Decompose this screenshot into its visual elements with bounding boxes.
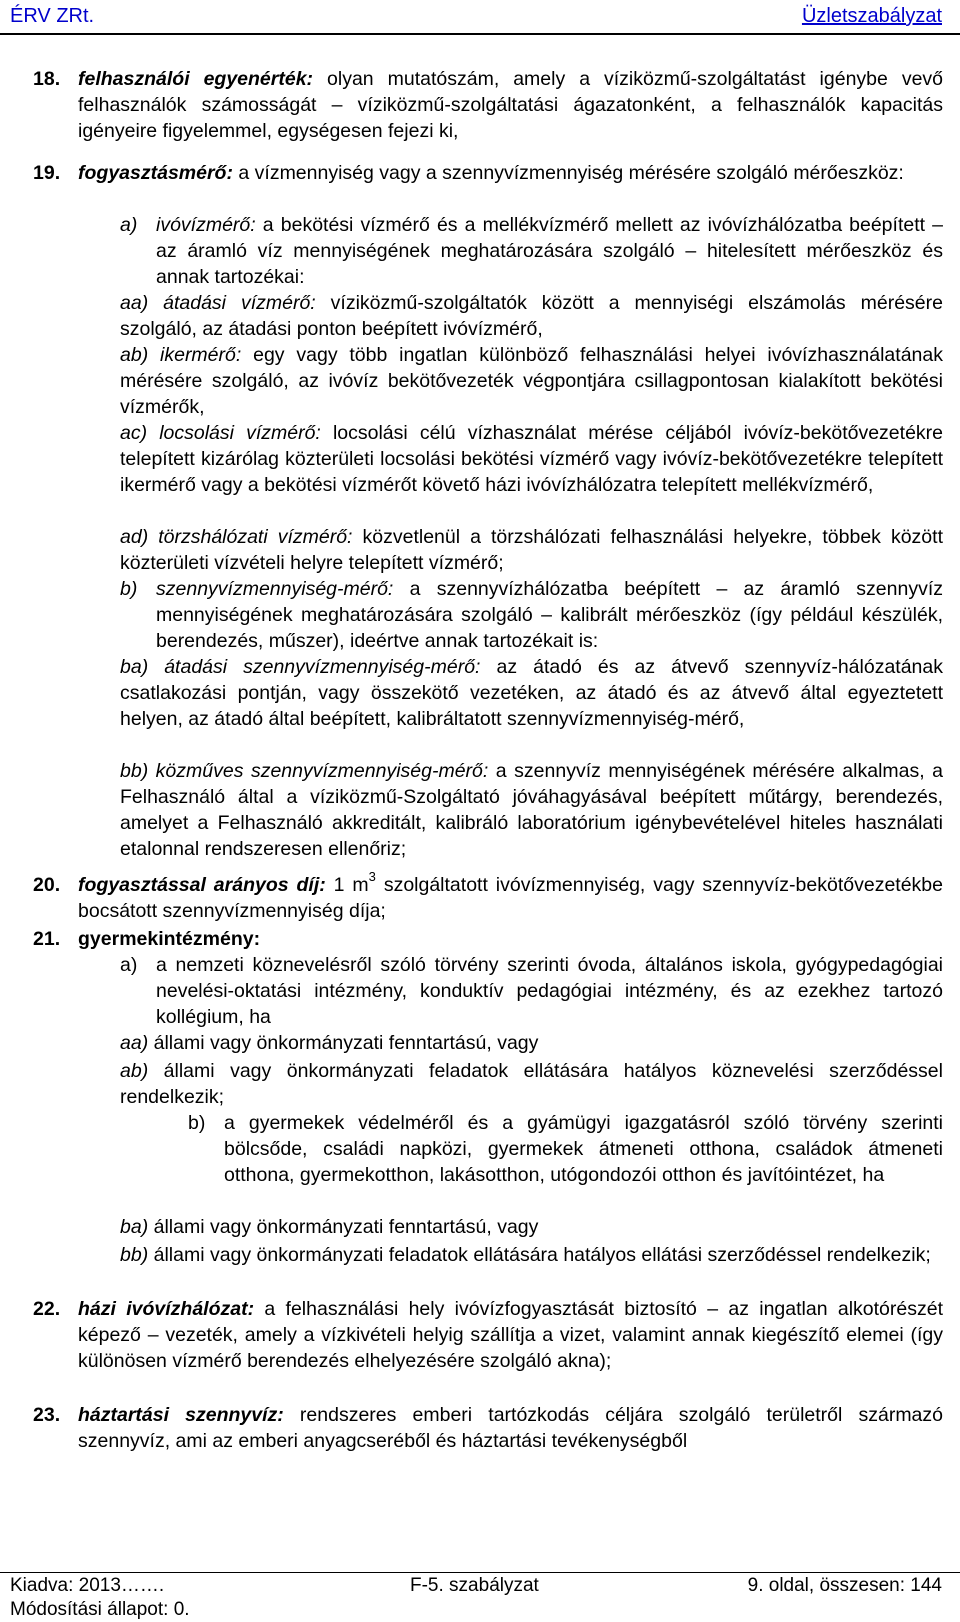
subitem-19-ab xyxy=(120,342,943,420)
subitem-text: állami vagy önkormányzati feladatok ellátására hatályos ellátási szerződéssel rendelkezik; xyxy=(148,1244,931,1266)
footer-divider xyxy=(0,1572,960,1573)
subitem-term: ad) törzshálózati vízmérő: xyxy=(120,526,353,548)
subitem-text: a bekötési vízmérő és a mellékvízmérő mellett az ivóvízhálózatba beépített – az áramló víz mennyiségének meghatározására szolgáló – hitelesített mérőeszköz és annak tartozékai: xyxy=(156,214,943,288)
item-number: 22. xyxy=(33,1298,61,1320)
document-title: Üzletszabályzat xyxy=(801,5,942,27)
subitem-text: az átadó és az átvevő szennyvíz-hálózatának csatlakozási pontján, vagy összekötő vezetéken, az átadó és az átvevő által egyeztetett helyen, az átadó által beépített, kalibráltatott szennyvízmennyiség-mérő, xyxy=(120,656,943,730)
subitem-text: állami vagy önkormányzati fenntartású, vagy xyxy=(148,1032,539,1054)
subitem-21-bb xyxy=(120,1242,943,1268)
subitem-text: egy vagy több ingatlan különböző felhasználási helyei ivóvízhasználatának mérésére szolgáló, az ivóvíz bekötővezeték végpontjára csillagpontosan kialakított bekötési vízmérők, xyxy=(120,344,943,418)
subitem-21-ab xyxy=(120,1058,943,1110)
definition-text: 1 m xyxy=(325,874,369,896)
subitem-19-ba xyxy=(120,654,943,732)
subitem-label: aa) xyxy=(120,1032,149,1054)
subitem-19-bb xyxy=(120,758,943,862)
subitem-label: ab) xyxy=(120,1060,149,1082)
rule-id: F-5. szabályzat xyxy=(410,1575,539,1596)
subitem-term: ab) ikermérő: xyxy=(120,344,242,366)
definition-text: olyan mutatószám, amely a víziközmű-szolgáltatást igénybe vevő felhasználók számosságát – víziközmű-szolgáltatási ágazatonként, a felhasználók kapacitás igényeire figyelemmel, egységesen fejezi ki, xyxy=(78,68,944,142)
definition-19 xyxy=(33,160,943,186)
subitem-21-b xyxy=(188,1110,943,1188)
subitem-label: b) xyxy=(188,1112,206,1134)
term: gyermekintézmény: xyxy=(78,928,261,950)
term: háztartási szennyvíz: xyxy=(78,1404,284,1426)
definition-text: rendszeres emberi tartózkodás céljára szolgáló területről származó szennyvíz, ami az emberi anyagcseréből és háztartási tevékenységből xyxy=(78,1404,943,1452)
issue-date: Kiadva: 2013……. xyxy=(10,1575,165,1596)
subitem-text: a szennyvíz mennyiségének mérésére alkalmas, a Felhasználó által a víziközmű-Szolgáltató jóváhagyásával beépített műtárgy, berendezés, amelyet a Felhasználó akkreditált, kalibráló laboratórium igénybevételével hiteles használati etalonnal rendszeresen ellenőriz; xyxy=(120,760,943,860)
subitem-label: ba) xyxy=(120,1216,149,1238)
subitem-text: a szennyvízhálózatba beépített – az áramló szennyvíz mennyiségének meghatározására szolgáló – kalibrált mérőeszköz (így például készülék, berendezés, műszer), ideértve annak tartozékait is: xyxy=(156,578,943,652)
item-number: 19. xyxy=(33,162,61,184)
revision-status: Módosítási állapot: 0. xyxy=(10,1599,190,1620)
header-divider xyxy=(0,33,960,35)
subitem-21-ba xyxy=(120,1214,943,1240)
page-number: 9. oldal, összesen: 144 xyxy=(747,1575,942,1596)
definition-text: a felhasználási hely ivóvízfogyasztását biztosító – az ingatlan alkotórészét képező – vezeték, amely a vízkivételi helyig szállítja a vizet, valamint annak kiegészítő elemei (így különösen vízmérő berendezés elhelyezésére szolgáló akna); xyxy=(78,1298,943,1372)
subitem-text: víziközmű-szolgáltatók között a mennyiségi elszámolás mérésére szolgáló, az átadási ponton beépített ivóvízmérő, xyxy=(120,292,943,340)
item-number: 23. xyxy=(33,1404,61,1426)
subitem-19-b xyxy=(120,576,943,654)
subitem-label: a) xyxy=(120,954,138,976)
definition-22 xyxy=(33,1296,943,1374)
subitem-label: a) xyxy=(120,214,138,236)
subitem-text: állami vagy önkormányzati feladatok ellátására hatályos köznevelési szerződéssel rendelkezik; xyxy=(120,1060,943,1108)
definition-18 xyxy=(33,66,944,144)
term: házi ivóvízhálózat: xyxy=(78,1298,255,1320)
item-number: 18. xyxy=(33,68,61,90)
page-header xyxy=(0,0,960,32)
subitem-19-ac xyxy=(120,420,943,498)
definition-text-cont: szolgáltatott ivóvízmennyiség, vagy szennyvíz-bekötővezetékbe bocsátott szennyvízmennyiség díja; xyxy=(78,874,943,922)
subitem-term: aa) átadási vízmérő: xyxy=(120,292,316,314)
subitem-19-ad xyxy=(120,524,943,576)
subitem-text: locsolási célú vízhasználat mérése céljából ivóvíz-bekötővezetékre telepített kizárólag közterületi locsolási bekötési vízmérő vagy ivóvíz-bekötővezetékre telepített ikermérő vagy a bekötési vízmérőt követő házi ivóvízhálózatra telepített mellékvízmérő, xyxy=(120,422,943,496)
definition-23 xyxy=(33,1402,943,1454)
superscript: 3 xyxy=(368,869,376,884)
subitem-19-aa xyxy=(120,290,943,342)
item-number: 20. xyxy=(33,874,61,896)
term: fogyasztással arányos díj: xyxy=(78,874,326,896)
subitem-text: a gyermekek védelméről és a gyámügyi igazgatásról szóló törvény szerinti bölcsőde, családi napközi, gyermekek átmeneti otthona, családok átmeneti otthona, gyermekotthon, lakásotthon, utógondozói otthon és javítóintézet, ha xyxy=(224,1112,943,1186)
subitem-term: szennyvízmennyiség-mérő: xyxy=(156,578,394,600)
subitem-term: ivóvízmérő: xyxy=(156,214,256,236)
definition-20 xyxy=(33,869,943,924)
item-number: 21. xyxy=(33,928,61,950)
subitem-label: bb) xyxy=(120,1244,149,1266)
subitem-text: állami vagy önkormányzati fenntartású, vagy xyxy=(148,1216,539,1238)
subitem-term: ba) átadási szennyvízmennyiség-mérő: xyxy=(120,656,481,678)
company-name: ÉRV ZRt. xyxy=(10,5,95,27)
subitem-term: ac) locsolási vízmérő: xyxy=(120,422,321,444)
subitem-term: bb) közműves szennyvízmennyiség-mérő: xyxy=(120,760,489,782)
subitem-text: közvetlenül a törzshálózati felhasználási helyekre, többek között közterületi vízvételi helyre telepített vízmérő; xyxy=(120,526,943,574)
subitem-21-a xyxy=(120,952,943,1030)
subitem-21-aa xyxy=(120,1030,943,1056)
subitem-text: a nemzeti köznevelésről szóló törvény szerinti óvoda, általános iskola, gyógypedagógiai nevelési-oktatási intézmény, konduktív pedagógiai intézmény, és az ezekhez tartozó kollégium, ha xyxy=(156,954,943,1028)
subitem-19-a xyxy=(120,212,943,290)
subitem-label: b) xyxy=(120,578,138,600)
definition-text: a vízmennyiség vagy a szennyvízmennyiség mérésére szolgáló mérőeszköz: xyxy=(232,162,904,184)
definition-21 xyxy=(33,926,943,952)
term: felhasználói egyenérték: xyxy=(78,68,314,90)
term: fogyasztásmérő: xyxy=(78,162,233,184)
